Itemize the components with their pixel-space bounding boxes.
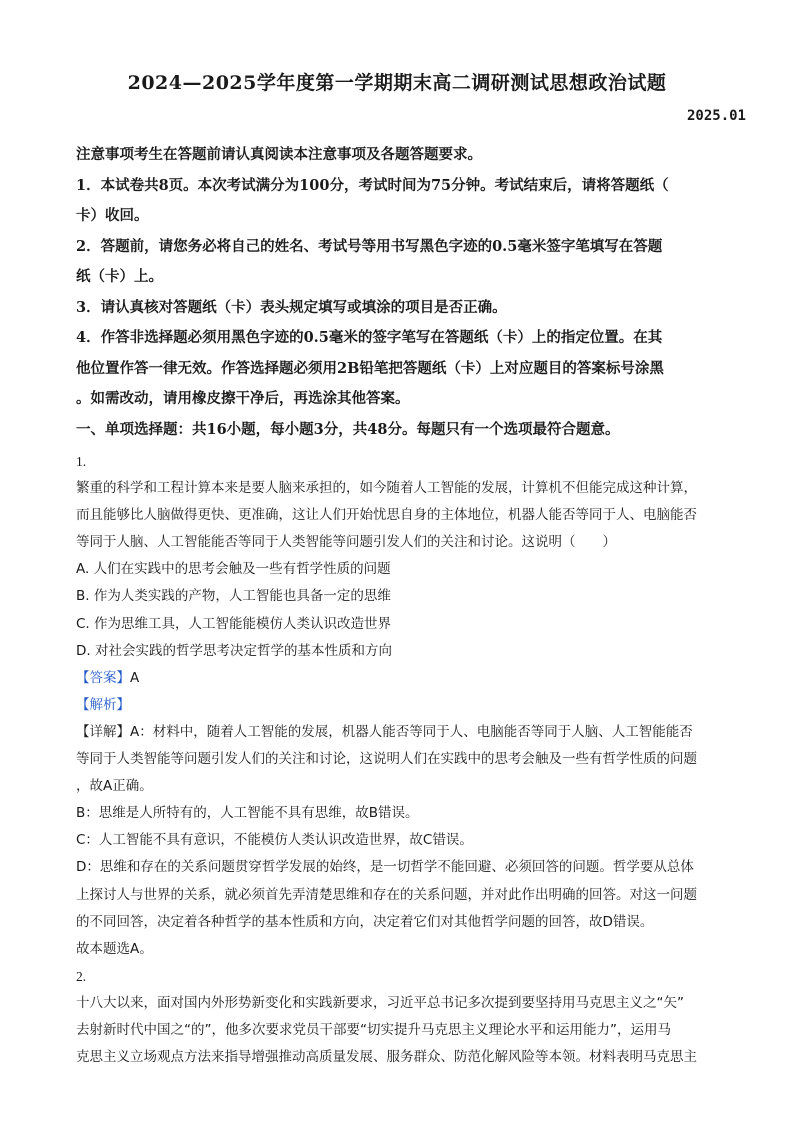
answer-line [76, 665, 722, 692]
detail-line: ，故A正确。 [76, 778, 153, 795]
page-title: 2024—2025学年度第一学期期末高二调研测试思想政治试题 [127, 72, 667, 94]
analysis-tag: 【解析】 [76, 696, 130, 713]
notice-line: 3．请认真核对答题纸（卡）表头规定填写或填涂的项目是否正确。 [76, 298, 507, 316]
option-a: A. 人们在实践中的思考会触及一些有哲学性质的问题 [76, 561, 391, 578]
question-stem-line: 十八大以来，面对国内外形势新变化和实践新要求，习近平总书记多次提到要坚持用马克思主义之“矢” [76, 994, 684, 1011]
question-number: 2. [76, 968, 87, 984]
question-body [76, 448, 722, 1071]
detail-line: 上探讨人与世界的关系，就必须首先弄清楚思维和存在的关系问题，并对此作出明确的回答。对这一问题 [76, 886, 697, 903]
detail-text: A：材料中，随着人工智能的发展，机器人能否等同于人、电脑能否等同于人脑、人工智能能否 [130, 723, 693, 740]
notice-section [76, 140, 722, 445]
detail-line: 的不同回答，决定着各种哲学的基本性质和方向，决定着它们对其他哲学问题的回答，故D错误。 [76, 913, 654, 930]
analysis-line [76, 692, 722, 719]
question-stem-line: 去射新时代中国之“的”，他多次要求党员干部要“切实提升马克思主义理论水平和运用能力”，运用马 [76, 1021, 671, 1038]
notice-line: 2．答题前，请您务必将自己的姓名、考试号等用书写黑色字迹的0.5毫米签字笔填写在答题 [76, 237, 663, 255]
detail-tag: 【详解】 [76, 723, 130, 740]
question-number: 1. [76, 454, 87, 469]
question-stem-line: 等同于人脑、人工智能能否等同于人类智能等问题引发人们的关注和讨论。这说明（ ） [76, 534, 616, 551]
notice-line: 1．本试卷共8页。本次考试满分为100分，考试时间为75分钟。考试结束后，请将答题纸（ [76, 176, 669, 194]
notice-line: 他位置作答一律无效。作答选择题必须用2B铅笔把答题纸（卡）上对应题目的答案标号涂黑 [76, 359, 664, 377]
detail-line: D：思维和存在的关系问题贯穿哲学发展的始终，是一切哲学不能回避、必须回答的问题。哲学要从总体 [76, 859, 694, 876]
question-stem-line: 克思主义立场观点方法来指导增强推动高质量发展、服务群众、防范化解风险等本领。材料表明马克思主 [76, 1049, 697, 1066]
detail-line: 故本题选A。 [76, 940, 153, 957]
detail-line: 等同于人类智能等问题引发人们的关注和讨论，这说明人们在实践中的思考会触及一些有哲学性质的问题 [76, 751, 697, 768]
option-b: B. 作为人类实践的产物，人工智能也具备一定的思维 [76, 588, 391, 605]
notice-heading: 注意事项考生在答题前请认真阅读本注意事项及各题答题要求。 [76, 146, 482, 163]
section-heading: 一、单项选择题：共16小题，每小题3分，共48分。每题只有一个选项最符合题意。 [76, 420, 620, 438]
answer-value: A [130, 669, 140, 686]
exam-date: 2025.01 [686, 108, 746, 124]
notice-line: 4．作答非选择题必须用黑色字迹的0.5毫米的签字笔写在答题纸（卡）上的指定位置。在其 [76, 329, 663, 346]
detail-line: B：思维是人所特有的，人工智能不具有思维，故B错误。 [76, 805, 419, 822]
answer-tag: 【答案】 [76, 669, 130, 686]
option-c: C. 作为思维工具，人工智能能模仿人类认识改造世界 [76, 615, 392, 632]
notice-line: 。如需改动，请用橡皮擦干净后，再选涂其他答案。 [76, 390, 410, 407]
option-d: D. 对社会实践的哲学思考决定哲学的基本性质和方向 [76, 642, 392, 659]
question-stem-line: 繁重的科学和工程计算本来是要人脑来承担的，如今随着人工智能的发展，计算机不但能完成这种计算， [76, 480, 697, 497]
detail-line [76, 719, 722, 746]
detail-line: C：人工智能不具有意识，不能模仿人类认识改造世界，故C错误。 [76, 832, 473, 849]
notice-line: 卡）收回。 [76, 207, 149, 224]
question-stem-line: 而且能够比人脑做得更快、更准确，这让人们开始忧思自身的主体地位，机器人能否等同于人、电脑能否 [76, 507, 697, 524]
notice-line: 纸（卡）上。 [76, 268, 163, 285]
